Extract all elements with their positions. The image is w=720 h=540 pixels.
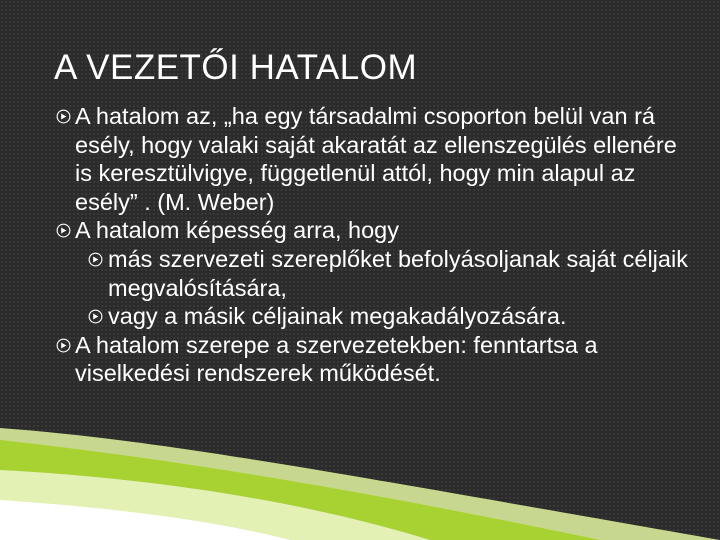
bullet-text: vagy a másik céljainak megakadályozására. [108, 303, 567, 330]
slide-title: A VEZETŐI HATALOM [54, 48, 418, 87]
circled-arrowhead-icon [56, 338, 71, 353]
bullet-item [56, 216, 696, 245]
circled-arrowhead-icon [56, 109, 71, 124]
circled-arrowhead-icon [88, 252, 103, 267]
bullet-item [56, 331, 696, 388]
sub-bullet-item [86, 302, 696, 331]
bullet-text: A hatalom az, „ha egy társadalmi csoporton belül van rá esély, hogy valaki saját akaratát az ellenszegülés ellenére is keresztülvigye, függetlenül attól, hogy min alapul az esély” . (M. Weber) [75, 103, 677, 215]
bullet-item [56, 102, 696, 216]
bullet-text: A hatalom képesség arra, hogy [75, 217, 399, 244]
bullet-text: más szervezeti szereplőket befolyásoljanak saját céljaik megvalósítására, [108, 245, 688, 301]
circled-arrowhead-icon [88, 309, 103, 324]
circled-arrowhead-icon [56, 223, 71, 238]
bullet-list [56, 102, 696, 388]
sub-bullet-item [86, 245, 696, 302]
bullet-text: A hatalom szerepe a szervezetekben: fenntartsa a viselkedési rendszerek működését. [75, 331, 598, 387]
